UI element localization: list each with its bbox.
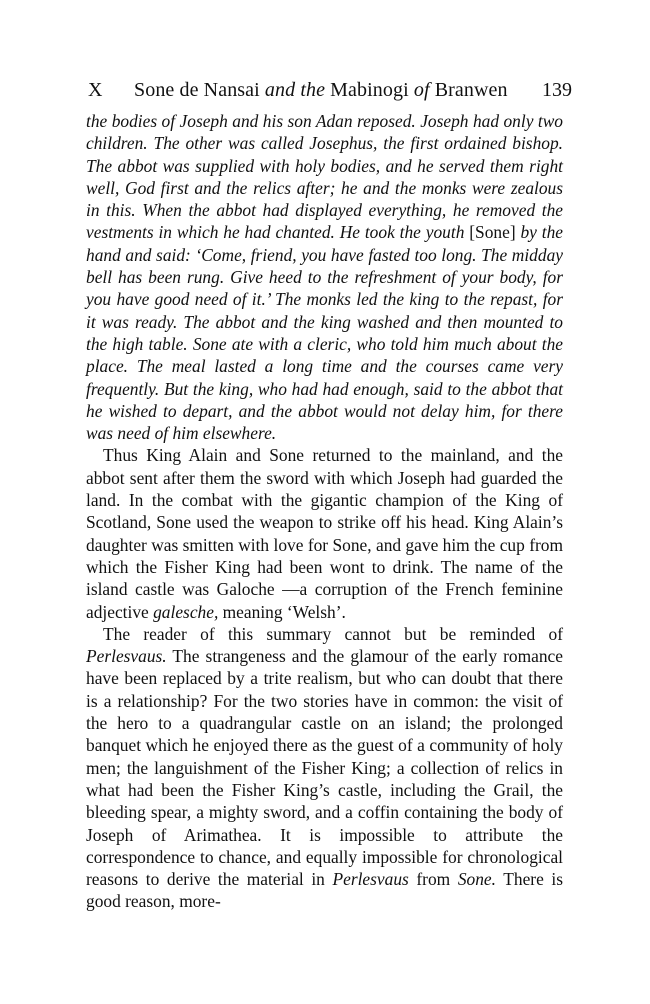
chapter-number: X — [88, 79, 103, 101]
paragraph — [86, 444, 563, 622]
text-run: meaning ‘Welsh’. — [218, 601, 346, 622]
text-run: the bodies of Joseph and his son Adan reposed. Joseph had only two children. The other was called Josephus, the first ordained bishop. The abbot was supplied with holy bodies, and he served them right well, God first and the relics after; he and the monks were zealous in this. When the abbot had displayed everything, he removed the vestments in which he had chanted. He took the youth — [86, 111, 563, 243]
paragraph — [86, 623, 563, 913]
italic-title: Perlesvaus. — [86, 646, 167, 667]
italic-title: Sone. — [457, 869, 496, 890]
text-run: There is good reason, more- — [86, 869, 563, 912]
text-run: by the hand and said: ‘Come, friend, you have fasted too long. The midday bell has been rung. Give heed to the refreshment of your body, for you have good need of it.’ The monks led the king to the repast, for it was ready. The abbot and the king washed and then mounted to the high table. Sone ate with a cleric, who told him much about the place. The meal lasted a long time and the courses came very frequently. But the king, who had had enough, said to the abbot that he wished to depart, and the abbot would not delay him, for there was need of him elsewhere. — [86, 222, 563, 444]
page-number: 139 — [542, 79, 572, 101]
running-title — [134, 78, 508, 102]
text-run: The reader of this summary cannot but be reminded of — [103, 623, 563, 644]
title-part: Sone de Nansai — [134, 79, 265, 101]
italic-title: Perlesvaus — [332, 869, 409, 890]
title-part: of — [413, 79, 435, 101]
body-text — [86, 110, 563, 913]
quoted-passage — [86, 110, 563, 444]
title-part: Mabinogi — [330, 79, 414, 101]
italic-term: galesche, — [153, 601, 219, 622]
text-run: The strangeness and the glamour of the early romance have been replaced by a trite realism, but who can doubt that there is a relationship? For the two stories have in common: the visit of the hero to a quadrangular castle on an island; the prolonged banquet which he enjoyed there as the guest of a community of holy men; the languishment of the Fisher King; a collection of relics in what had been the Fisher King’s castle, including the Grail, the bleeding spear, a mighty sword, and a coffin containing the body of Joseph of Arimathea. It is impossible to attribute the correspondence to chance, and equally impossible for chronological reasons to derive the material in — [86, 646, 563, 890]
editorial-insertion: [Sone] — [469, 222, 516, 243]
title-part: Branwen — [434, 79, 508, 101]
title-part: and the — [264, 79, 331, 101]
text-run: from — [408, 869, 458, 890]
text-run: Thus King Alain and Sone returned to the mainland, and the abbot sent after them the sword with which Joseph had guarded the land. In the combat with the gigantic champion of the King of Scotland, Sone used the weapon to strike off his head. King Alain’s daughter was smitten with love for Sone, and gave him the cup from which the Fisher King had been wont to drink. The name of the island castle was Galoche —a corruption of the French feminine adjective — [86, 445, 563, 622]
